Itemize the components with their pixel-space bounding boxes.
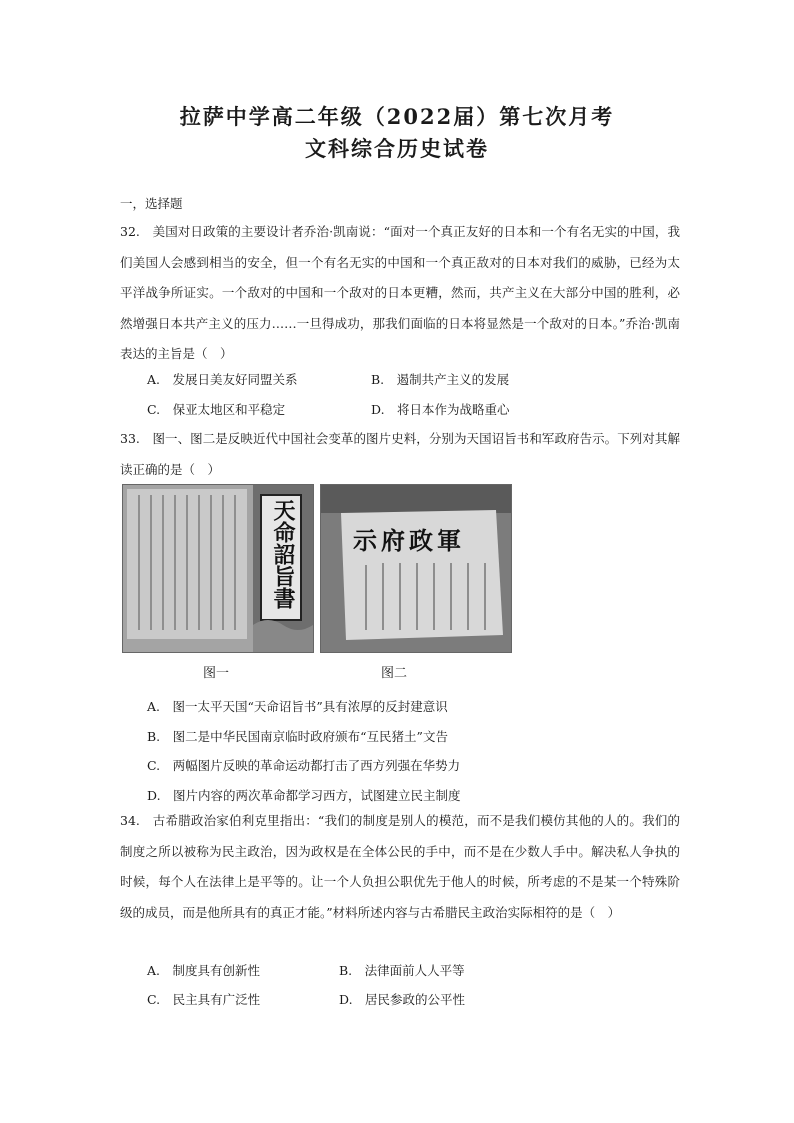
figure-2-sign: 示府政軍 [353,526,465,555]
q34-option-b: B. 法律面前人人平等 [339,963,465,978]
figure-1-image [122,484,314,653]
question-32-text: 32. 美国对日政策的主要设计者乔治·凯南说：“面对一个真正友好的日本和一个有名无实的中国，我们美国人会感到相当的安全，但一个有名无实的中国和一个真正敌对的日本对我们的威胁，已经为太平洋战争所证实。一个敌对的中国和一个敌对的日本更糟，然而，共产主义在大部分中国的胜利，必然增强日本共产主义的压力……一旦得成功，那我们面临的日本将显然是一个敌对的日本。”乔治·凯南表达的主旨是（ ） [120,224,680,361]
q34-option-a: A. 制度具有创新性 [147,963,261,978]
exam-title: 拉萨中学高二年级（2022届）第七次月考 [179,104,615,129]
q33-option-a: A. 图一太平天国“天命诏旨书”具有浓厚的反封建意识 [147,699,448,714]
figure-1-caption: 图一 [203,666,230,681]
question-34-text: 34. 古希腊政治家伯利克里指出：“我们的制度是别人的模范，而不是我们模仿其他的人的。我们的制度之所以被称为民主政治，因为政权是在全体公民的手中，而不是在少数人手中。解决私人争执的时候，每个人在法律上是平等的。让一个人负担公职优先于他人的时候，所考虑的不是某一个特殊阶级的成员，而是他所具有的真正才能。”材料所述内容与古希腊民主政治实际相符的是（ ） [120,813,680,920]
q33-option-d: D. 图片内容的两次革命都学习西方，试图建立民主制度 [147,788,461,803]
figure-2-caption: 图二 [381,666,408,681]
q32-option-b: B. 遏制共产主义的发展 [371,372,510,387]
q33-option-c: C. 两幅图片反映的革命运动都打击了西方列强在华势力 [147,758,461,773]
q32-option-d: D. 将日本作为战略重心 [371,402,510,417]
q34-option-c: C. 民主具有广泛性 [147,992,261,1007]
q32-option-c: C. 保亚太地区和平稳定 [147,402,286,417]
exam-subtitle: 文科综合历史试卷 [305,136,489,161]
figure-2-photo [321,485,511,652]
q32-option-a: A. 发展日美友好同盟关系 [147,372,298,387]
q34-option-d: D. 居民参政的公平性 [339,992,466,1007]
section-label: 一，选择题 [120,196,183,211]
q33-option-b: B. 图二是中华民国南京临时政府颁布“互民猪土”文告 [147,729,448,744]
question-33-text: 33. 图一、图二是反映近代中国社会变革的图片史料，分别为天国诏旨书和军政府告示。下列对其解读正确的是（ ） [120,431,680,477]
figure-2-image [320,484,512,653]
figure-1-book-title: 天命詔旨書 [270,499,296,609]
